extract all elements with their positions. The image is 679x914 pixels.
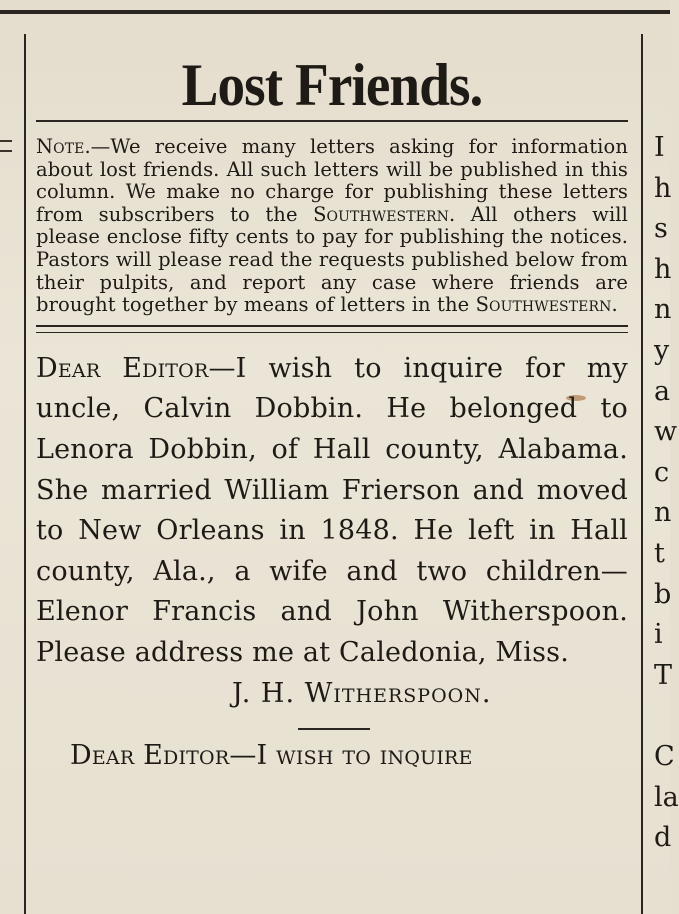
letter-text: —I wish to inquire for my uncle, Calvin Dobbin. He belonged to Lenora Dobbin, of Hall county, Alabama. She married William Frierson and moved to New Orleans in 1848. He left in Hall county, Ala., a wife and two children—Elenor Francis and John Witherspoon. Please address me at Caledonia, Miss. [36, 352, 628, 668]
adjacent-column-fragments [654, 128, 679, 859]
left-column-edge-mark [0, 140, 12, 152]
adjacent-fragment: a [654, 375, 671, 407]
right-column-rule [641, 34, 643, 914]
note-divider [36, 325, 628, 333]
adjacent-fragment: s [654, 213, 668, 245]
adjacent-fragment: h [654, 172, 672, 204]
note-paper-name: Southwestern [313, 202, 449, 226]
adjacent-fragment: i [654, 619, 663, 651]
next-letter-fragment: Dear Editor—I wish to inquire [70, 739, 473, 771]
note-text-a: —We receive many letters asking for information about lost friends. All such letters will be published in this column. We make no charge for publishing these letters from subscribers to the [36, 135, 628, 226]
top-border-rule [0, 10, 670, 14]
note-end: . [611, 293, 618, 317]
heading-rule [36, 120, 628, 122]
adjacent-fragment: y [654, 334, 670, 366]
note-label: Note. [36, 135, 91, 158]
adjacent-fragment: la [654, 781, 679, 813]
adjacent-fragment: T [654, 659, 673, 691]
adjacent-fragment: b [654, 578, 672, 610]
lost-friends-column [36, 50, 628, 776]
letter-body [36, 349, 628, 674]
adjacent-fragment: I [654, 132, 665, 163]
letter-signature: J. H. Witherspoon. [232, 677, 492, 709]
adjacent-fragment: n [654, 294, 672, 326]
adjacent-fragment: t [654, 537, 665, 569]
letter-salutation: Dear Editor [36, 352, 209, 384]
adjacent-fragment: n [654, 497, 672, 529]
adjacent-fragment: d [654, 822, 672, 854]
editorial-note [36, 136, 628, 317]
letter-separator [298, 728, 370, 730]
note-paper-name-2: Southwestern [475, 293, 612, 317]
adjacent-fragment: c [654, 456, 670, 488]
adjacent-fragment [654, 696, 670, 737]
left-column-rule [24, 34, 26, 914]
adjacent-fragment: C [654, 740, 675, 772]
adjacent-fragment: h [654, 253, 672, 285]
note-text-b: . All others will please enclose fifty cents to pay for publishing the notices. Pastors will please read the requests published below from their pulpits, and report any case where friends are brought together by means of letters in the [36, 202, 628, 317]
adjacent-fragment: w [654, 416, 678, 448]
column-heading: Lost Friends. [181, 52, 483, 118]
